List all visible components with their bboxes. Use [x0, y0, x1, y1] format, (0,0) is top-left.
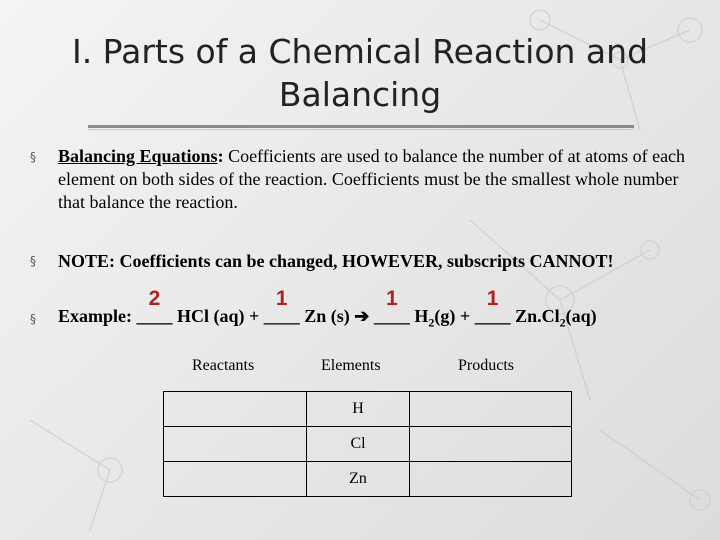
- formula-hcl: HCl (aq) +: [172, 306, 264, 326]
- coefficient-zn: 1: [275, 287, 288, 310]
- coefficient-hcl: 2: [148, 287, 161, 310]
- coefficient-zncl2: 1: [486, 287, 499, 310]
- products-cell: [410, 392, 572, 427]
- bullet-marker: §: [30, 312, 36, 326]
- bullet-example: [58, 287, 688, 335]
- title-divider: [88, 125, 634, 128]
- coefficient-blank-h2: 1 ____: [373, 287, 410, 326]
- header-reactants: Reactants: [192, 357, 255, 374]
- coefficient-blank-hcl: 2 ____: [136, 287, 173, 326]
- slide-title: I. Parts of a Chemical Reaction and Balancing: [71, 32, 649, 114]
- bullet-balancing-text: Coefficients are used to balance the number of at atoms of each element on both sides of the reaction. Coefficients must be the smallest whole number that balance the reaction.: [58, 146, 686, 212]
- element-cell: H: [307, 392, 410, 427]
- bullet-marker: §: [30, 150, 36, 164]
- coefficient-h2: 1: [386, 287, 398, 310]
- table-row: [164, 392, 572, 427]
- term-colon: :: [217, 146, 224, 166]
- formula-zncl2: $Zn.Cl_2(aq)$: [510, 306, 597, 330]
- arrow-icon: ➔: [354, 306, 370, 326]
- element-cell: Zn: [307, 462, 410, 497]
- coefficient-blank-zn: 1 ____: [263, 287, 300, 326]
- element-cell: Cl: [307, 427, 410, 462]
- formula-zn: Zn (s): [299, 306, 355, 326]
- reactants-cell: [164, 392, 307, 427]
- term-balancing-equations: Balancing Equations: [58, 146, 218, 166]
- title-divider-shadow: [88, 129, 634, 130]
- formula-h2: $H_2(g)$ +: [409, 306, 475, 330]
- bullet-marker: §: [30, 254, 36, 268]
- balance-table: [163, 391, 572, 497]
- reactants-cell: [164, 427, 307, 462]
- table-row: [164, 462, 572, 497]
- header-products: Products: [458, 357, 514, 374]
- header-elements: Elements: [321, 357, 381, 374]
- products-cell: [410, 462, 572, 497]
- example-label: Example:: [58, 306, 132, 326]
- bullet-balancing-equations: [58, 145, 688, 214]
- coefficient-blank-zncl2: 1 ____: [474, 287, 511, 326]
- table-row: [164, 427, 572, 462]
- reactants-cell: [164, 462, 307, 497]
- bullet-note: NOTE: Coefficients can be changed, HOWEVER, subscripts CANNOT!: [58, 251, 614, 271]
- products-cell: [410, 427, 572, 462]
